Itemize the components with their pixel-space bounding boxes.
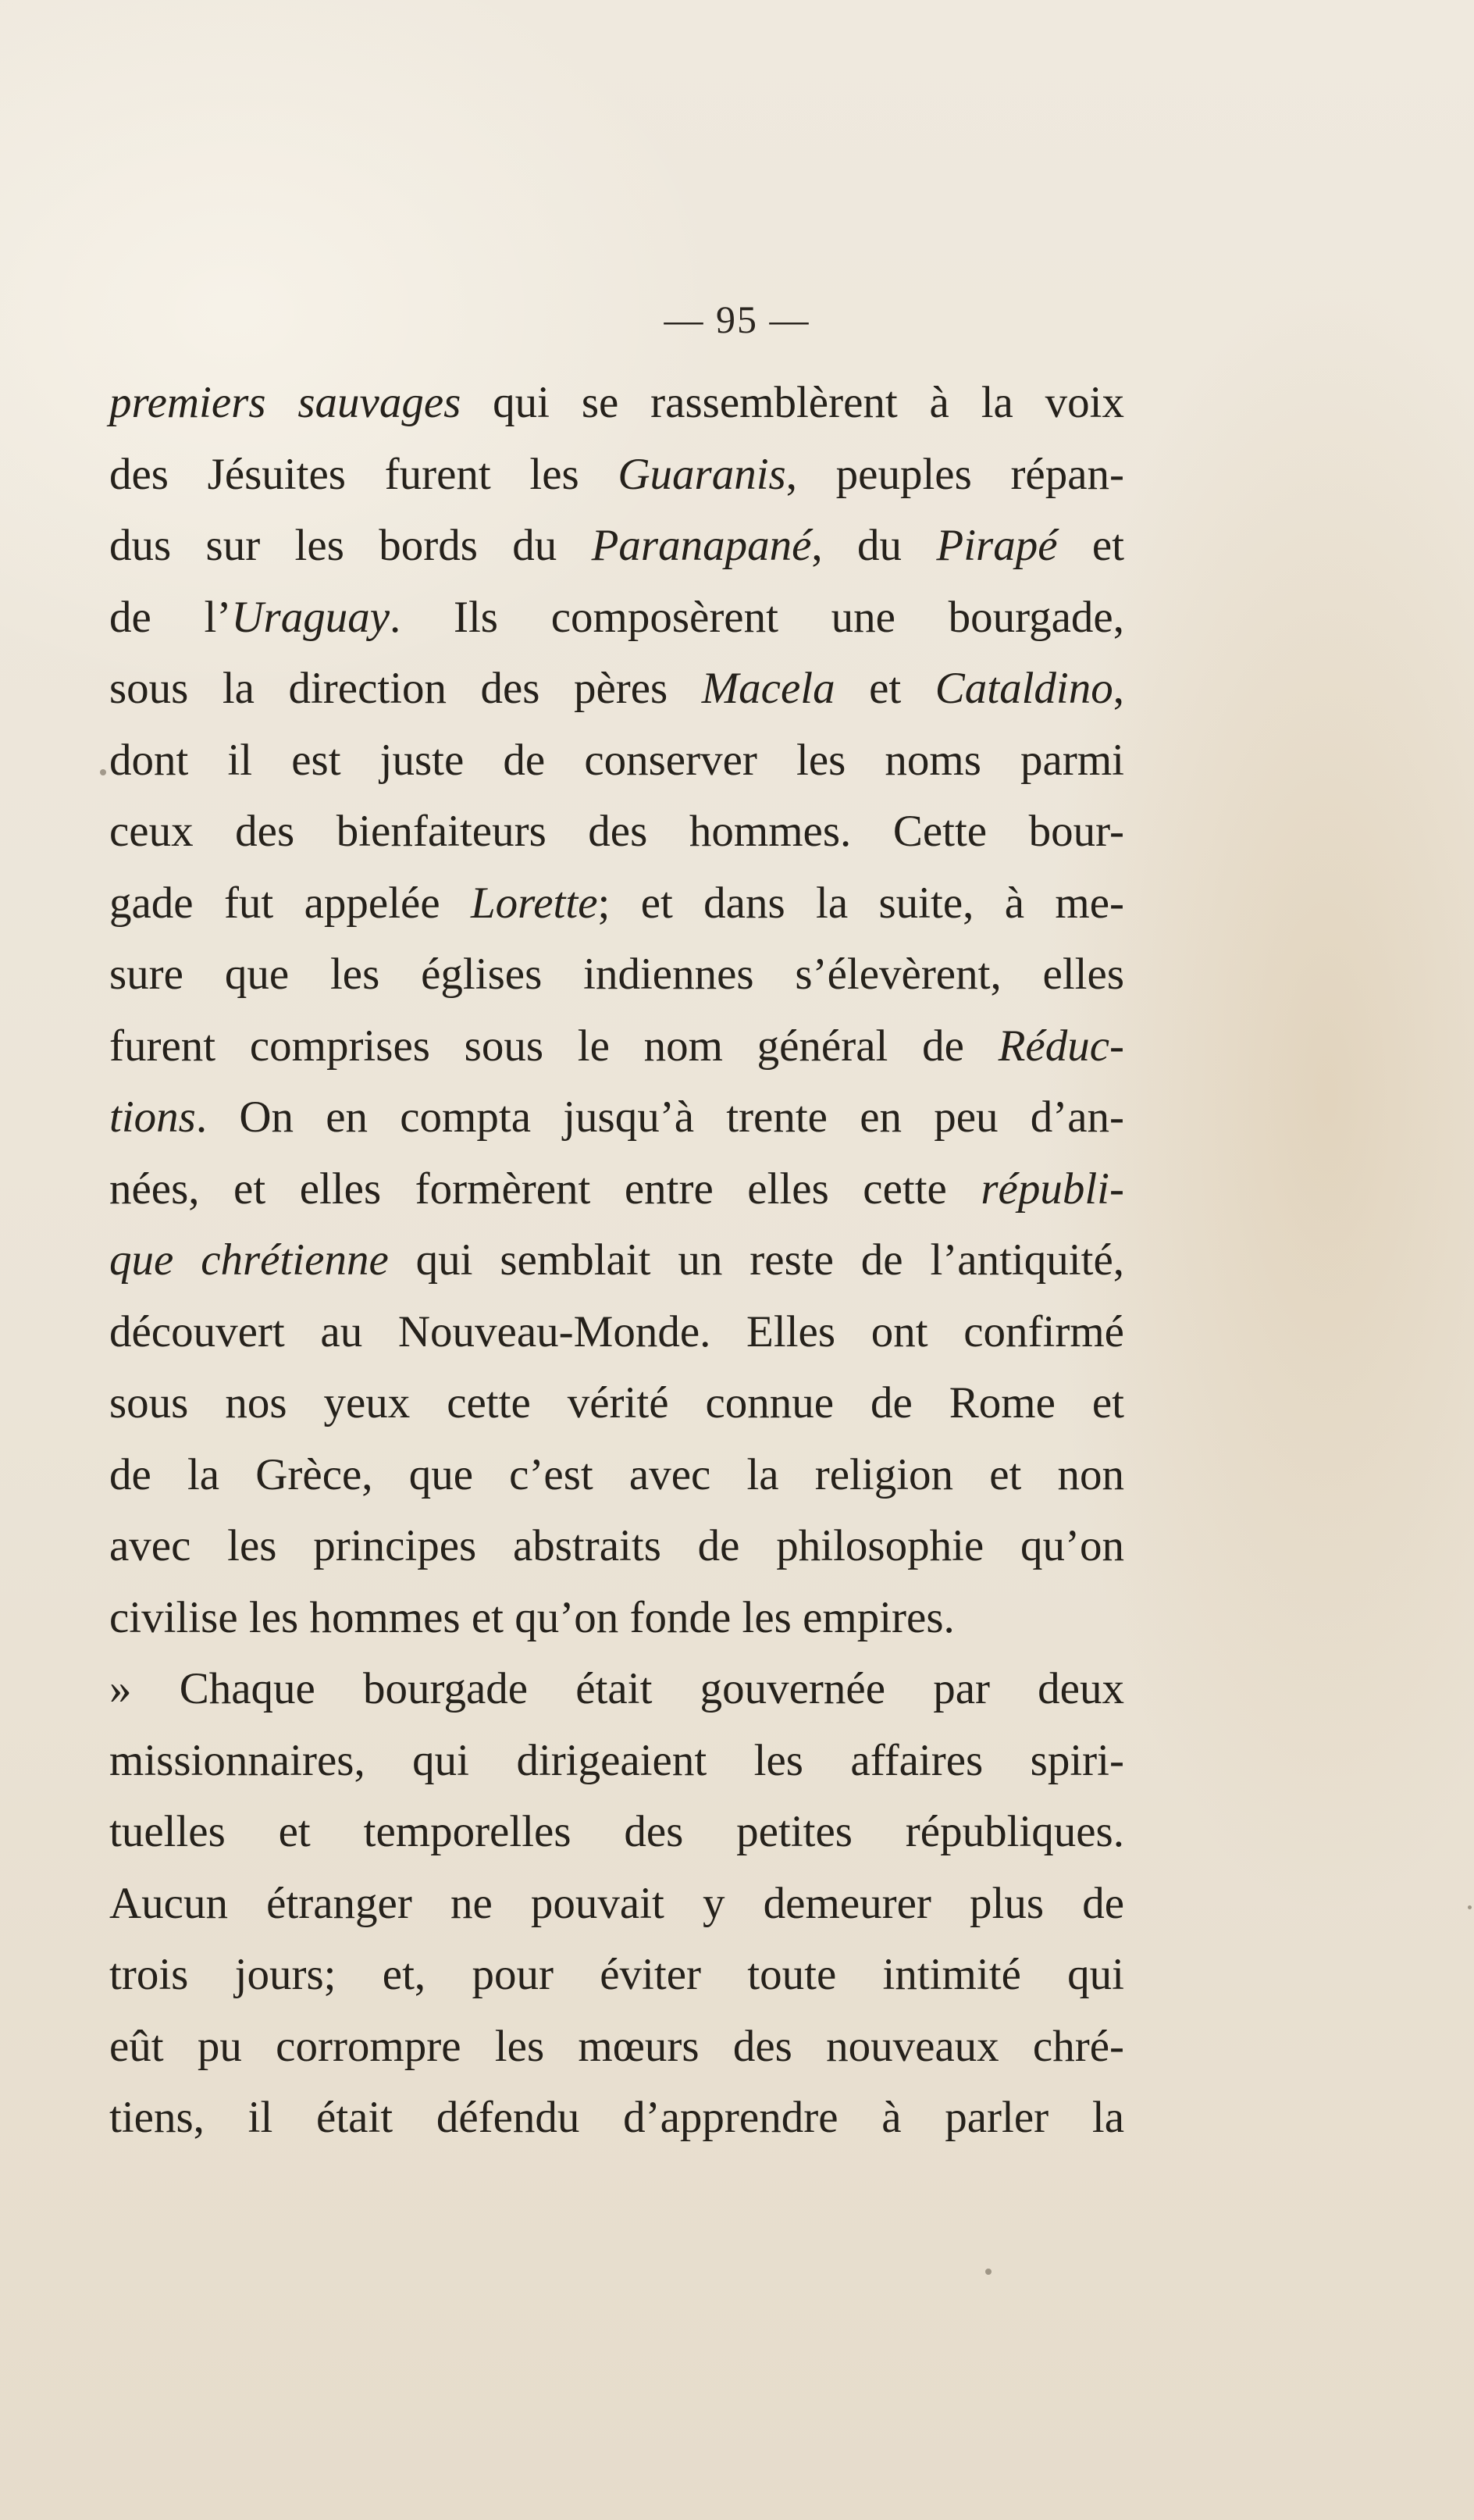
italic-text: Guaranis <box>618 449 786 499</box>
text-line <box>109 1582 1124 1654</box>
italic-text: tions <box>109 1092 196 1142</box>
text-line <box>109 367 1124 439</box>
text-segment: sure que les églises indiennes s’élevèrent, elles <box>109 950 1124 999</box>
text-line <box>109 1796 1124 1868</box>
text-segment: avec les principes abstraits de philosophie qu’on <box>109 1521 1124 1570</box>
text-line <box>109 1868 1124 1940</box>
text-line <box>109 1224 1124 1296</box>
text-segment: tiens, il était défendu d’apprendre à parler la <box>109 2093 1124 2142</box>
italic-text: premiers sauvages <box>109 378 461 427</box>
text-segment: nées, et elles formèrent entre elles cette <box>109 1164 981 1214</box>
text-line <box>109 1439 1124 1511</box>
italic-text: Pirapé <box>936 521 1058 570</box>
text-segment: Aucun étranger ne pouvait y demeurer plus de <box>109 1878 1124 1928</box>
ink-speck <box>985 2269 992 2275</box>
text-line <box>109 1725 1124 1797</box>
text-line <box>109 1653 1124 1725</box>
text-segment: civilise les hommes et qu’on fonde les empires. <box>109 1592 955 1642</box>
text-line <box>109 2082 1124 2154</box>
text-line <box>109 653 1124 725</box>
text-segment: découvert au Nouveau-Monde. Elles ont confirmé <box>109 1306 1124 1356</box>
text-line <box>109 1510 1124 1582</box>
italic-text: Paranapané <box>591 521 812 570</box>
text-line <box>109 1082 1124 1153</box>
italic-text: que chrétienne <box>109 1235 389 1285</box>
italic-text: Cataldino <box>935 664 1113 713</box>
italic-text: républi- <box>981 1164 1124 1214</box>
ink-speck <box>100 769 106 775</box>
italic-text: Réduc- <box>998 1021 1124 1071</box>
italic-text: Uraguay <box>231 592 390 642</box>
text-line <box>109 582 1124 654</box>
text-segment: gade fut appelée <box>109 878 471 928</box>
text-segment: eût pu corrompre les mœurs des nouveaux chré- <box>109 2021 1124 2071</box>
text-line <box>109 2011 1124 2083</box>
text-line <box>109 1153 1124 1225</box>
text-segment: qui se rassemblèrent à la voix <box>461 378 1125 427</box>
text-segment: . Ils composèrent une bourgade, <box>390 592 1124 642</box>
text-segment: dont il est juste de conserver les noms parmi <box>109 735 1124 785</box>
text-segment: , peuples répan- <box>785 449 1125 499</box>
text-segment: et <box>835 664 935 713</box>
text-segment: missionnaires, qui dirigeaient les affaires spiri- <box>109 1735 1124 1785</box>
text-segment: trois jours; et, pour éviter toute intimité qui <box>109 1950 1124 1999</box>
text-segment: , du <box>811 521 937 570</box>
text-segment: furent comprises sous le nom général de <box>109 1021 999 1071</box>
text-segment: . On en compta jusqu’à trente en peu d’an- <box>195 1092 1124 1142</box>
text-segment: , <box>1113 664 1124 713</box>
italic-text: Macela <box>701 664 835 713</box>
ink-speck <box>1468 1905 1472 1909</box>
text-segment: tuelles et temporelles des petites républiques. <box>109 1807 1124 1856</box>
italic-text: Lorette <box>470 878 598 928</box>
text-segment: dus sur les bords du <box>109 521 592 570</box>
text-line <box>109 1367 1124 1439</box>
text-segment: de l’ <box>109 592 232 642</box>
text-line <box>109 1296 1124 1368</box>
text-segment: qui semblait un reste de l’antiquité, <box>388 1235 1124 1285</box>
text-line <box>109 1010 1124 1082</box>
text-segment: ; et dans la suite, à me- <box>597 878 1124 928</box>
text-line <box>109 439 1124 511</box>
text-line <box>109 725 1124 797</box>
text-line <box>109 796 1124 868</box>
text-segment: de la Grèce, que c’est avec la religion et non <box>109 1449 1124 1499</box>
text-segment: sous la direction des pères <box>109 664 702 713</box>
text-segment: ceux des bienfaiteurs des hommes. Cette bour- <box>109 807 1124 856</box>
page-number: — 95 — <box>664 298 810 341</box>
text-line <box>109 1939 1124 2011</box>
text-line <box>109 868 1124 939</box>
body-text <box>109 367 1124 2154</box>
text-line <box>109 939 1124 1010</box>
text-line <box>109 510 1124 582</box>
text-segment: et <box>1057 521 1125 570</box>
text-segment: » Chaque bourgade était gouvernée par deux <box>109 1664 1124 1713</box>
text-segment: des Jésuites furent les <box>109 449 618 499</box>
text-segment: sous nos yeux cette vérité connue de Rome et <box>109 1378 1124 1428</box>
